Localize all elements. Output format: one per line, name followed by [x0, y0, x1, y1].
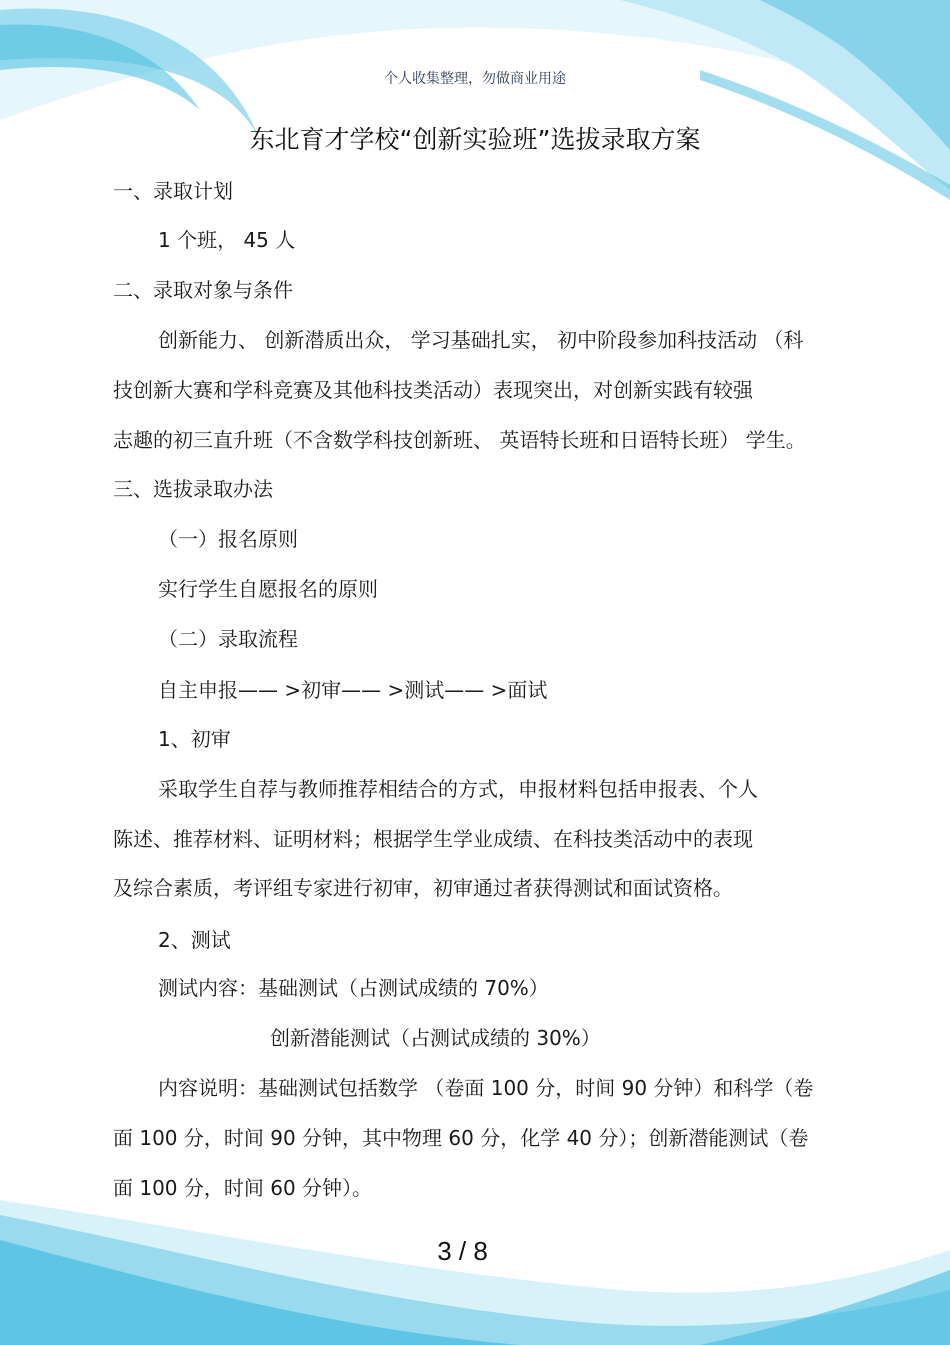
paragraph-line: 创新能力、 创新潜质出众， 学习基础扎实， 初中阶段参加科技活动 （科 — [158, 328, 804, 352]
paragraph-line: 实行学生自愿报名的原则 — [158, 577, 378, 601]
item-heading: 2、测试 — [158, 928, 231, 952]
paragraph-line: 1 个班， 45 人 — [158, 228, 296, 252]
paragraph-line: 创新潜能测试（占测试成绩的 30%） — [270, 1026, 601, 1050]
section-heading-3: 三、选拔录取办法 — [113, 477, 273, 501]
item-heading: 1、初审 — [158, 727, 231, 751]
paragraph-line: 采取学生自荐与教师推荐相结合的方式，申报材料包括申报表、个人 — [158, 777, 758, 801]
paragraph-line: 陈述、推荐材料、证明材料；根据学生学业成绩、在科技类活动中的表现 — [113, 827, 753, 851]
paragraph-line: 志趣的初三直升班（不含数学科技创新班、 英语特长班和日语特长班） 学生。 — [113, 428, 806, 452]
page-number: 3 / 8 — [437, 1236, 488, 1266]
section-heading-2: 二、录取对象与条件 — [113, 278, 293, 302]
paragraph-line: 及综合素质，考评组专家进行初审，初审通过者获得测试和面试资格。 — [113, 876, 733, 900]
paragraph-line: 内容说明：基础测试包括数学 （卷面 100 分，时间 90 分钟）和科学（卷 — [158, 1076, 814, 1100]
document-title: 东北育才学校“创新实验班”选拔录取方案 — [249, 125, 701, 154]
subsection-heading: （二）录取流程 — [158, 627, 298, 651]
paragraph-line: 测试内容：基础测试（占测试成绩的 70%） — [158, 976, 549, 1000]
flow-line: 自主申报—— >初审—— >测试—— >面试 — [158, 678, 548, 702]
paragraph-line: 面 100 分，时间 90 分钟，其中物理 60 分，化学 40 分）；创新潜能测试（卷 — [113, 1126, 809, 1150]
watermark-text: 个人收集整理，勿做商业用途 — [384, 71, 566, 87]
paragraph-line: 技创新大赛和学科竞赛及其他科技类活动）表现突出，对创新实践有较强 — [113, 378, 753, 402]
paragraph-line: 面 100 分，时间 60 分钟）。 — [113, 1176, 373, 1200]
subsection-heading: （一）报名原则 — [158, 527, 298, 551]
section-heading-1: 一、录取计划 — [113, 179, 233, 203]
